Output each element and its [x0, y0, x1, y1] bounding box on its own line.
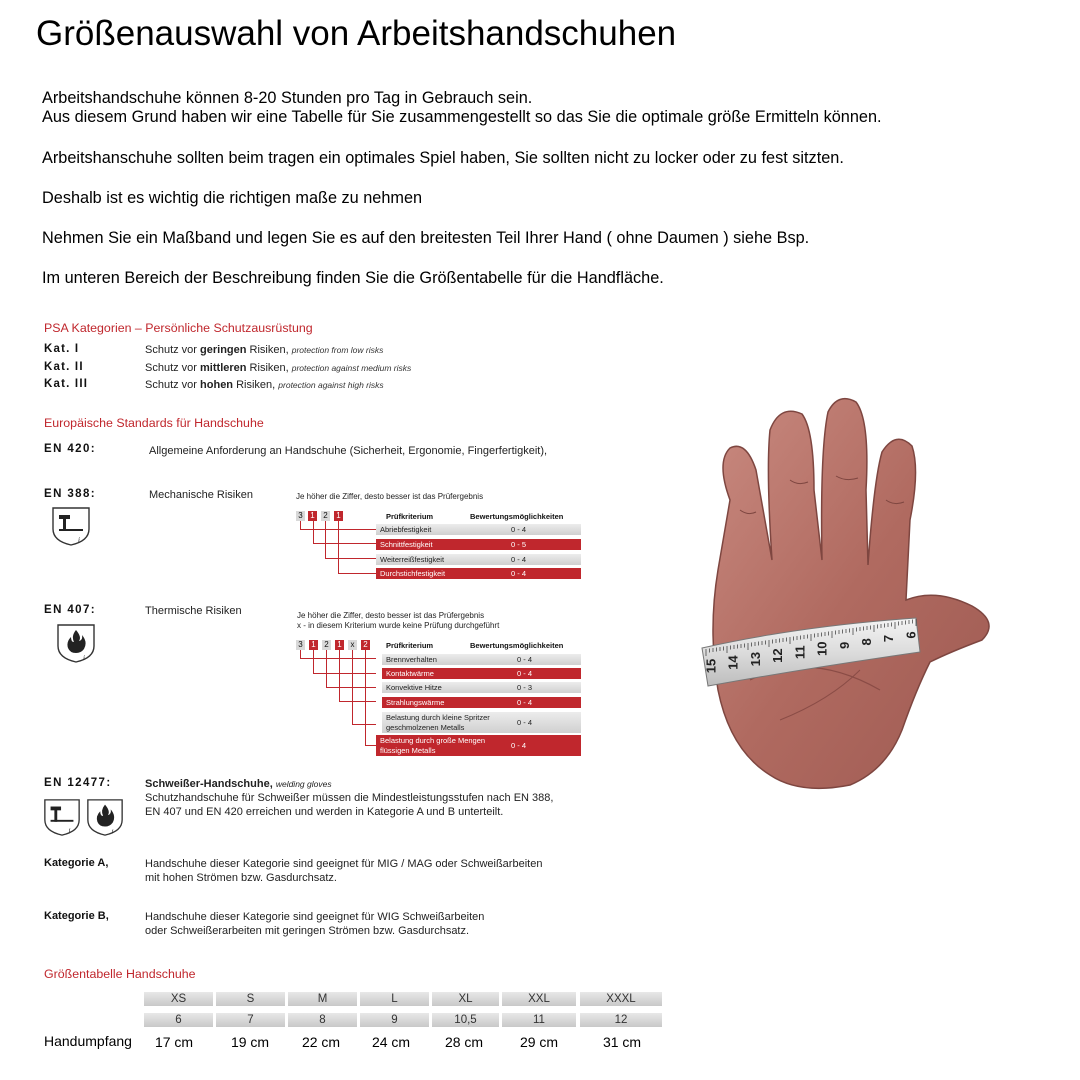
en388-row-1-name: Abriebfestigkeit	[380, 525, 432, 534]
intro-line-6: Im unteren Bereich der Beschreibung finden Sie die Größentabelle für die Handfläche.	[42, 269, 664, 287]
kat-b-line-2: oder Schweißerarbeiten mit geringen Strömen bzw. Gasdurchsatz.	[145, 925, 470, 937]
kat-1-post: Risiken,	[246, 344, 289, 356]
en388-row-3-value: 0 - 4	[511, 555, 527, 564]
cm-xxl: 29 cm	[519, 1034, 559, 1050]
size-xs: XS	[144, 992, 213, 1006]
en420-text: Allgemeine Anforderung an Handschuhe (Sicherheit, Ergonomie, Fingerfertigkeit),	[149, 445, 548, 457]
en388-digit-4: 1	[334, 511, 343, 521]
cm-m: 22 cm	[301, 1034, 341, 1050]
kat-3-en: protection against high risks	[278, 380, 384, 390]
standards-heading: Europäische Standards für Handschuhe	[44, 416, 264, 430]
en407-row-5	[382, 712, 581, 733]
en388-row-4-value: 0 - 4	[511, 569, 527, 578]
tape-number: 14	[725, 655, 741, 670]
en12477-line-1: Schutzhandschuhe für Schweißer müssen die Mindestleistungsstufen nach EN 388,	[145, 792, 554, 804]
en407-row-3	[382, 682, 581, 693]
en388-row-4	[376, 568, 581, 579]
kat-b-label: Kategorie B,	[44, 910, 109, 922]
en407-digit-3: 2	[322, 640, 331, 650]
en388-row-1	[376, 524, 581, 535]
en407-connector-6	[365, 650, 376, 746]
kat-1-pre: Schutz vor	[145, 344, 201, 356]
kat-a-label: Kategorie A,	[44, 857, 109, 869]
en12477-title-line	[145, 777, 332, 791]
en407-col-criterion: Prüfkriterium	[386, 641, 434, 650]
en407-row-2-name: Kontaktwärme	[386, 669, 434, 678]
cm-xl: 28 cm	[444, 1034, 484, 1050]
en12477-line-2: EN 407 und EN 420 erreichen und werden in Kategorie A und B unterteilt.	[145, 806, 504, 818]
en12477-title-en: welding gloves	[275, 779, 332, 789]
size-m: M	[288, 992, 357, 1006]
en407-row-6-value: 0 - 4	[511, 741, 527, 750]
size-num-l: 9	[360, 1013, 429, 1027]
en12477-title: Schweißer-Handschuhe,	[145, 778, 273, 790]
en407-col-rating: Bewertungsmöglichkeiten	[470, 641, 564, 650]
en388-hammer-icon	[50, 505, 92, 547]
tape-number: 6	[903, 631, 919, 639]
en407-text: Thermische Risiken	[145, 605, 242, 617]
tape-number: 15	[703, 658, 719, 674]
en407-note-1: Je höher die Ziffer, desto besser ist das Prüfergebnis	[297, 611, 485, 620]
kat-3-post: Risiken,	[233, 379, 276, 391]
size-num-xl: 10,5	[432, 1013, 499, 1027]
kat-a-line-2: mit hohen Strömen bzw. Gasdurchsatz.	[145, 872, 337, 884]
en388-row-2-value: 0 - 5	[511, 540, 527, 549]
en388-col-rating: Bewertungsmöglichkeiten	[470, 512, 564, 521]
size-num-m: 8	[288, 1013, 357, 1027]
kat-a-line-1: Handschuhe dieser Kategorie sind geeignet für MIG / MAG oder Schweißarbeiten	[145, 858, 543, 870]
size-xl: XL	[432, 992, 499, 1006]
kat-2-bold: mittleren	[200, 362, 247, 374]
cm-xxxl: 31 cm	[602, 1034, 642, 1050]
en407-row-4-name: Strahlungswärme	[386, 698, 445, 707]
en407-note-2: x - in diesem Kriterium wurde keine Prüfung durchgeführt	[297, 621, 500, 630]
en388-connector-4	[338, 521, 376, 574]
en407-label: EN 407:	[44, 604, 96, 616]
kat-3-bold: hohen	[200, 379, 234, 391]
size-table-heading: Größentabelle Handschuhe	[44, 967, 196, 981]
en388-digit-3: 2	[321, 511, 330, 521]
en388-row-3-name: Weiterreißfestigkeit	[380, 555, 445, 564]
tape-number: 11	[792, 645, 808, 660]
kat-1-en: protection from low risks	[291, 345, 384, 355]
svg-text:i: i	[83, 654, 85, 662]
en407-row-1-value: 0 - 4	[517, 655, 533, 664]
kat-2-pre: Schutz vor	[145, 362, 201, 374]
intro-line-1: Arbeitshandschuhe können 8-20 Stunden pro Tag in Gebrauch sein.	[42, 89, 533, 107]
tape-number: 8	[858, 638, 874, 646]
kat-b-line-1: Handschuhe dieser Kategorie sind geeignet für WIG Schweißarbeiten	[145, 911, 485, 923]
en407-digit-6: 2	[361, 640, 370, 650]
intro-line-4: Deshalb ist es wichtig die richtigen maße zu nehmen	[42, 189, 423, 207]
page-title: Größenauswahl von Arbeitshandschuhen	[36, 14, 677, 53]
en388-row-4-name: Durchstichfestigkeit	[380, 569, 446, 578]
psa-heading: PSA Kategorien – Persönliche Schutzausrüstung	[44, 321, 313, 335]
en12477-label: EN 12477:	[44, 777, 112, 789]
en388-row-3	[376, 554, 581, 565]
en388-digit-1: 3	[296, 511, 305, 521]
tape-number: 13	[747, 651, 763, 667]
svg-text:i: i	[68, 827, 71, 835]
size-num-xs: 6	[144, 1013, 213, 1027]
en407-digit-5: x	[348, 640, 357, 650]
en407-row-2	[382, 668, 581, 679]
en388-row-2-name: Schnittfestigkeit	[380, 540, 433, 549]
hand-shape	[713, 399, 989, 789]
en12477-flame-icon	[85, 796, 125, 838]
kat-2-post: Risiken,	[246, 362, 289, 374]
en407-row-2-value: 0 - 4	[517, 669, 533, 678]
en388-row-2	[376, 539, 581, 550]
en388-text: Mechanische Risiken	[149, 489, 253, 501]
kat-3-pre: Schutz vor	[145, 379, 201, 391]
tape-number: 10	[814, 641, 830, 657]
size-num-s: 7	[216, 1013, 285, 1027]
en407-row-6	[376, 735, 581, 756]
en407-flame-icon	[55, 622, 97, 664]
en407-digit-1: 3	[296, 640, 305, 650]
svg-text:i: i	[111, 828, 114, 836]
size-num-xxl: 11	[502, 1013, 576, 1027]
size-s: S	[216, 992, 285, 1006]
intro-line-3: Arbeitshanschuhe sollten beim tragen ein optimales Spiel haben, Sie sollten nicht zu locker oder zu fest sitzten.	[42, 149, 844, 167]
en407-row-4-value: 0 - 4	[517, 698, 533, 707]
en12477-hammer-icon	[42, 796, 82, 838]
kat-3-text	[145, 379, 384, 391]
kat-2-en: protection against medium risks	[291, 363, 412, 373]
en407-row-3-name: Konvektive Hitze	[386, 683, 442, 692]
en407-row-5-value: 0 - 4	[517, 718, 533, 727]
hand-illustration	[690, 390, 1060, 800]
en388-note: Je höher die Ziffer, desto besser ist das Prüfergebnis	[296, 492, 484, 501]
kat-2-label: Kat. II	[44, 361, 84, 373]
size-xxl: XXL	[502, 992, 576, 1006]
en388-label: EN 388:	[44, 488, 96, 500]
en407-row-6-name: Belastung durch große Mengen flüssigen Metalls	[380, 736, 486, 755]
kat-3-label: Kat. III	[44, 378, 89, 390]
kat-1-bold: geringen	[200, 344, 247, 356]
kat-1-text	[145, 344, 383, 356]
cm-xs: 17 cm	[154, 1034, 194, 1050]
cm-s: 19 cm	[230, 1034, 270, 1050]
en407-row-3-value: 0 - 3	[517, 683, 533, 692]
intro-line-2: Aus diesem Grund haben wir eine Tabelle für Sie zusammengestellt so das Sie die optimale größe Ermitteln können.	[42, 108, 882, 126]
handumpfang-label: Handumpfang	[44, 1033, 132, 1049]
cm-l: 24 cm	[371, 1034, 411, 1050]
size-xxxl: XXXL	[580, 992, 662, 1006]
kat-1-label: Kat. I	[44, 343, 80, 355]
en407-row-5-name: Belastung durch kleine Spritzer geschmolzenen Metalls	[386, 713, 490, 732]
en388-digit-2: 1	[308, 511, 317, 521]
kat-2-text	[145, 362, 411, 374]
tape-number: 12	[770, 648, 786, 663]
intro-line-5: Nehmen Sie ein Maßband und legen Sie es auf den breitesten Teil Ihrer Hand ( ohne Daumen ) siehe Bsp.	[42, 229, 810, 247]
en407-row-4	[382, 697, 581, 708]
en388-row-1-value: 0 - 4	[511, 525, 527, 534]
svg-text:i: i	[78, 536, 80, 544]
tape-number: 9	[836, 641, 852, 649]
tape-number: 7	[881, 634, 897, 643]
en388-col-criterion: Prüfkriterium	[386, 512, 434, 521]
en407-row-1-name: Brennverhalten	[386, 655, 437, 664]
en407-row-1	[382, 654, 581, 665]
en407-digit-2: 1	[309, 640, 318, 650]
en407-digit-4: 1	[335, 640, 344, 650]
size-l: L	[360, 992, 429, 1006]
en420-label: EN 420:	[44, 443, 96, 455]
size-num-xxxl: 12	[580, 1013, 662, 1027]
